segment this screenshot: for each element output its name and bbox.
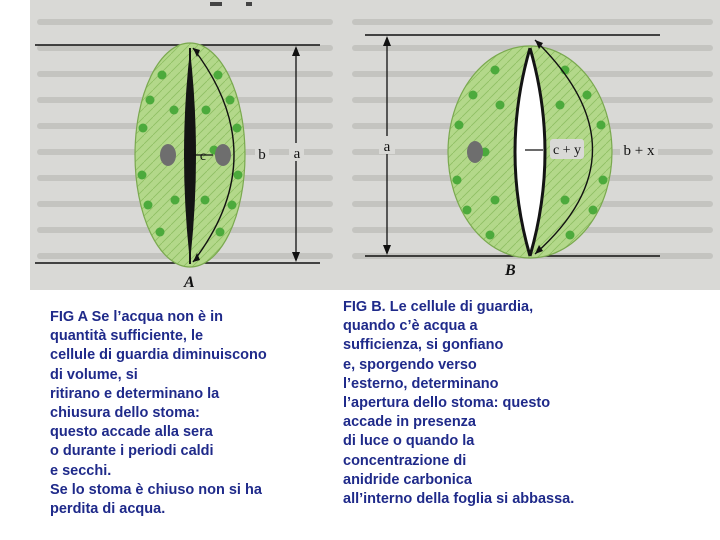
caption-b-line: anidride carbonica	[343, 471, 472, 488]
label-b-plus-x: b + x	[623, 143, 655, 159]
caption-b-line: quando c’è acqua a	[343, 318, 478, 335]
panel-letter-a: A	[184, 274, 195, 291]
label-a: a	[383, 139, 391, 155]
caption-a-line: e secchi.	[50, 462, 112, 479]
caption-a-line: chiusura dello stoma:	[50, 405, 200, 422]
figure-b-open-stoma	[345, 0, 720, 300]
label-a: a	[293, 146, 301, 162]
nucleus-left	[160, 144, 176, 166]
caption-figure-a	[50, 308, 330, 519]
caption-a-line: quantità sufficiente, le	[50, 328, 204, 345]
label-c: c	[199, 149, 207, 164]
caption-a-line: Se lo stoma è chiuso non si ha	[50, 481, 262, 498]
label-b: b	[258, 147, 266, 163]
caption-b-line: sufficienza, si gonfiano	[343, 337, 504, 354]
caption-b-line: accade in presenza	[343, 414, 476, 431]
caption-a-line: o durante i periodi caldi	[50, 443, 214, 460]
caption-b-line: l’esterno, determinano	[343, 375, 499, 392]
caption-a-line: cellule di guardia diminuiscono	[50, 347, 267, 364]
caption-a-line: questo accade alla sera	[50, 424, 213, 441]
caption-b-line: FIG B. Le cellule di guardia,	[343, 299, 534, 315]
label-c-plus-y: c + y	[552, 143, 582, 158]
caption-figure-b	[343, 298, 643, 509]
nucleus-left	[467, 141, 483, 163]
caption-a-line: di volume, si	[50, 366, 138, 383]
caption-b-line: all’interno della foglia si abbassa.	[343, 491, 575, 508]
top-mark	[210, 2, 222, 6]
figure-a-closed-stoma	[0, 0, 345, 300]
top-mark	[246, 2, 252, 6]
caption-a-line: ritirano e determinano la	[50, 385, 220, 402]
caption-b-line: di luce o quando la	[343, 433, 475, 450]
caption-a-line: perdita di acqua.	[50, 501, 166, 518]
caption-b-line: l’apertura dello stoma: questo	[343, 395, 551, 412]
panel-letter-b: B	[505, 262, 516, 279]
caption-b-line: concentrazione di	[343, 452, 467, 469]
nucleus-right	[215, 144, 231, 166]
caption-b-line: e, sporgendo verso	[343, 356, 477, 373]
caption-a-line: FIG A Se l’acqua non è in	[50, 309, 223, 325]
